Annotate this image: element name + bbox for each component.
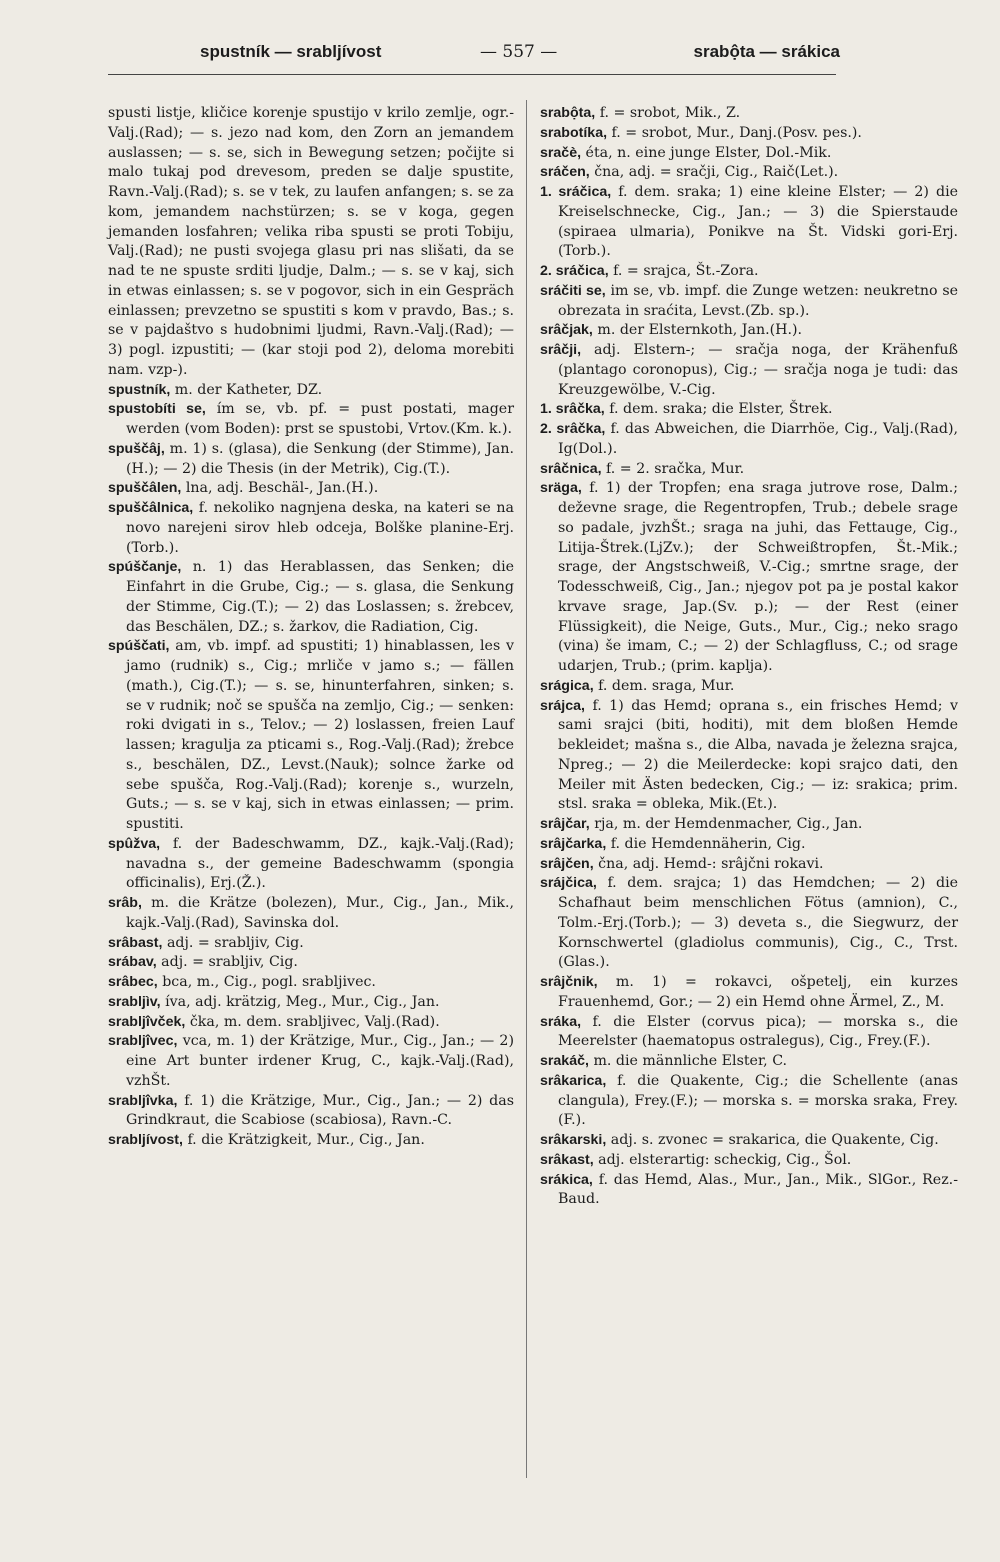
entry-headword: spuščâlnica, (108, 500, 194, 516)
dictionary-entry (108, 637, 514, 835)
dictionary-entry (108, 558, 514, 637)
dictionary-entry (540, 835, 958, 855)
entry-text: f. 1) die Krätzige, Mur., Cig., Jan.; — 2) das Grindkraut, die Scabiose (scabiosa), Ravn.-C. (126, 1092, 514, 1129)
entry-text: adj. elsterartig: scheckig, Cig., Šol. (598, 1151, 852, 1168)
dictionary-entry (540, 400, 958, 420)
entry-text: f. dem. sraka; 1) eine kleine Elster; — 2) die Kreiselschnecke, Cig., Jan.; — 3) die Spierstaude (spiraea ulmaria), Ponikve na Št. Vidski gori-Erj.(Torb.). (558, 184, 959, 260)
entry-headword: 1. sráčica, (540, 184, 612, 200)
dictionary-entry (108, 104, 514, 381)
entry-text: m. die Krätze (bolezen), Mur., Cig., Jan., Mik., kajk.-Valj.(Rad), Savinska dol. (126, 895, 514, 931)
entry-text: f. das Hemd, Alas., Mur., Jan., Mik., SlGor., Rez.-Baud. (558, 1171, 958, 1208)
entry-headword: sračè, (540, 144, 582, 161)
dictionary-entry (540, 163, 958, 183)
entry-text: éta, n. eine junge Elster, Dol.-Mik. (585, 144, 832, 161)
dictionary-entry (540, 104, 958, 124)
entry-headword: srâčnica, (540, 460, 602, 477)
entry-headword: sräga, (540, 480, 582, 497)
entry-text: f. dem. sraga, Mur. (598, 677, 735, 694)
dictionary-entry (108, 973, 514, 993)
entry-text: lna, adj. Beschäl-, Jan.(H.). (185, 480, 379, 497)
entry-headword: srâbec, (108, 974, 158, 990)
entry-headword: srágica, (540, 677, 594, 694)
entry-text: rja, m. der Hemdenmacher, Cig., Jan. (594, 816, 863, 832)
entry-text: f. dem. sraka; die Elster, Štrek. (609, 401, 833, 418)
dictionary-entry (540, 874, 958, 973)
entry-text: vca, m. 1) der Krätzige, Mur., Cig., Jan.; — 2) eine Art bunter irdener Krug, C., kajk.-Valj.(Rad), vzhŠt. (126, 1033, 514, 1089)
entry-headword: srâb, (108, 895, 142, 911)
running-head-right: srabộta — srákica (693, 42, 840, 61)
dictionary-entry (108, 440, 514, 480)
entry-headword: spúščanje, (108, 559, 182, 576)
entry-headword: srâjčnik, (540, 974, 598, 990)
entry-headword: spuščâlen, (108, 480, 182, 497)
right-column (540, 104, 958, 1210)
entry-headword: sráčiti se, (540, 282, 606, 299)
entry-text: f. 1) das Hemd; oprana s., ein frisches Hemd; v sami srajci (biti, hoditi), mit dem bloßen Hemde bekleidet; mašna s., die Alba, navada je železna srajca, Npreg.; — 2) die Meilerdecke: kopi srajco dati, den Meiler mit Ästen bedecken, Cig.; — iz: srakica; prim. stsl. sraka = obleka, Mik.(Et.). (558, 697, 958, 813)
entry-text: f. der Badeschwamm, DZ., kajk.-Valj.(Rad); navadna s., der gemeine Badeschwamm (spongia officinalis), Erj.(Ž.). (126, 835, 514, 892)
dictionary-entry (108, 1092, 514, 1132)
entry-text: čna, adj. = sračji, Cig., Raič(Let.). (594, 164, 839, 181)
entry-headword: 2. sráčica, (540, 263, 609, 279)
dictionary-entry (108, 894, 514, 934)
header-rule (108, 74, 836, 75)
dictionary-entry (540, 262, 958, 282)
dictionary-entry (540, 321, 958, 341)
dictionary-entry (540, 855, 958, 875)
dictionary-entry (540, 479, 958, 677)
entry-text: f. dem. srajca; 1) das Hemdchen; — 2) die Schafhaut beim menschlichen Fötus (amnion), C., Tolm.-Erj.(Torb.); — 3) deveta s., die Siegwurz, der Kornschwertel (gladiolus communis), Cig., C., Trst.(Glas.). (558, 875, 958, 971)
entry-text: f. die Krätzigkeit, Mur., Cig., Jan. (187, 1132, 425, 1148)
dictionary-entry (540, 677, 958, 697)
entry-text: ím se, vb. pf. = pust postati, mager werden (vom Boden): prst se spustobi, Vrtov.(Km. k.). (126, 401, 514, 437)
entry-text: adj. = srabljiv, Cig. (166, 934, 304, 951)
entry-text: f. = srajca, Št.-Zora. (613, 263, 759, 279)
entry-headword: srábav, (108, 954, 157, 971)
entry-headword: 1. srâčka, (540, 401, 605, 418)
entry-headword: spûžva, (108, 835, 161, 852)
dictionary-entry (540, 341, 958, 400)
entry-headword: srâbast, (108, 934, 163, 951)
dictionary-entry (108, 499, 514, 558)
dictionary-entry (540, 697, 958, 816)
dictionary-entry (108, 934, 514, 954)
entry-text: im se, vb. impf. die Zunge wetzen: neukretno se obrezata in sraćita, Levst.(Zb. sp.). (558, 282, 958, 319)
left-column (108, 104, 514, 1151)
entry-text: n. 1) das Herablassen, das Senken; die Einfahrt in die Grube, Cig.; — s. glasa, die Senkung der Stimme, Cig.(T.); — 2) das Loslassen; s. žrebcev, das Beschälen, DZ.; s. žarkov, die Radiation, Cig. (126, 559, 514, 635)
entry-text: f. die Hemdennäherin, Cig. (610, 835, 806, 852)
entry-text: íva, adj. krätzig, Meg., Mur., Cig., Jan. (165, 993, 440, 1010)
entry-text: f. 1) der Tropfen; ena sraga jutrove rose, Dalm.; deževne srage, die Regentropfen, Trub.; debele srage so padale, jvzhŠt.; sraga na juhi, das Fettauge, Cig., Litija-Štrek.(LjZv.); der Schweißtropfen, Št.-Mik.; srage, der Angstschweiß, V.-Cig.; smrtne srage, der Todesschweiß, Cig., Jan.; njegov pot pa je postal kakor krvave srage, Jap.(Sv. p.); — der Rest (einer Flüssigkeit), die Neige, Guts., Mur., Cig.; neko srago (vina) še imam, C.; — 2) der Schlagfluss, C.; od srage udarjen, Trub.; (prim. kaplja). (558, 480, 958, 674)
entry-headword: srâkarica, (540, 1072, 607, 1089)
dictionary-entry (108, 835, 514, 894)
entry-headword: srâkarski, (540, 1132, 607, 1148)
running-head (200, 42, 840, 66)
running-head-left: spustník — srabljívost (200, 42, 382, 61)
entry-text: am, vb. impf. ad spustiti; 1) hinablassen, les v jamo (rudnik) s., Cig.; mrliče v jamo s.; — fällen (math.), Cig.(T.); — s. se, hinunterfahren, sinken; s. se v rudnik; noč se spušča na zemljo, Cig.; — senken: roki dvigati in s., Telov.; — 2) loslassen, freien Lauf lassen; kragulja za pticami s., Rog.-Valj.(Rad); žrebce s., beschälen, DZ., Levst.(Nauk); solnce žarke od sebe spušča, Rog.-Valj.(Rad); korenje s., wurzeln, Guts.; — s. se v kaj, sich in etwas einlassen; — prim. spustiti. (126, 638, 514, 832)
dictionary-entry (540, 183, 958, 262)
dictionary-entry (540, 460, 958, 480)
entry-text: f. das Abweichen, die Diarrhöe, Cig., Valj.(Rad), Ig(Dol.). (558, 421, 958, 457)
entry-headword: srâjčarka, (540, 835, 607, 852)
entry-headword: srájčica, (540, 875, 597, 892)
entry-headword: srabotíka, (540, 124, 608, 141)
entry-headword: srájca, (540, 697, 585, 714)
entry-headword: srabljîvec, (108, 1033, 178, 1050)
entry-text: f. = srobot, Mik., Z. (599, 105, 741, 121)
dictionary-entry (540, 282, 958, 322)
entry-text: f. = srobot, Mur., Danj.(Posv. pes.). (611, 124, 862, 141)
entry-headword: srâjčen, (540, 855, 594, 872)
entry-headword: srakáč, (540, 1053, 589, 1069)
dictionary-entry (540, 1013, 958, 1053)
entry-headword: srákica, (540, 1171, 593, 1188)
entry-headword: srabljìv, (108, 993, 161, 1010)
dictionary-entry (540, 1052, 958, 1072)
entry-headword: srabljîvka, (108, 1092, 178, 1109)
dictionary-entry (540, 973, 958, 1013)
entry-headword: srâčjak, (540, 322, 593, 339)
entry-text: m. der Katheter, DZ. (174, 381, 323, 398)
dictionary-entry (540, 1072, 958, 1131)
entry-text: f. die Quakente, Cig.; die Schellente (anas clangula), Frey.(F.); — morska s. = morska sraka, Frey.(F.). (558, 1072, 958, 1129)
dictionary-entry (540, 1131, 958, 1151)
entry-text: m. 1) = rokavci, ošpetelj, ein kurzes Frauenhemd, Gor.; — 2) ein Hemd ohne Ärmel, Z., M. (558, 974, 958, 1010)
entry-headword: spustobíti se, (108, 401, 206, 418)
entry-text: m. die männliche Elster, C. (593, 1053, 788, 1069)
entry-headword: spustník, (108, 381, 171, 398)
entry-headword: spuščâj, (108, 440, 165, 457)
entry-headword: spúščati, (108, 638, 170, 655)
entry-text: čna, adj. Hemd-: srâjčni rokavi. (598, 855, 824, 872)
entry-headword: sráčen, (540, 164, 590, 181)
entry-headword: srâčji, (540, 342, 582, 358)
entry-headword: 2. srâčka, (540, 421, 606, 437)
entry-text: f. die Elster (corvus pica); — morska s., die Meerelster (haematopus ostralegus), Cig., Frey.(F.). (558, 1013, 958, 1050)
entry-headword: srâjčar, (540, 816, 590, 832)
entry-text: čka, m. dem. srabljivec, Valj.(Rad). (189, 1013, 440, 1030)
dictionary-entry (540, 815, 958, 835)
dictionary-entry (108, 479, 514, 499)
dictionary-entry (540, 144, 958, 164)
entry-text: m. 1) s. (glasa), die Senkung (der Stimme), Jan.(H.); — 2) die Thesis (in der Metrik), Cig.(T.). (126, 440, 514, 477)
dictionary-entry (540, 124, 958, 144)
dictionary-entry (540, 1151, 958, 1171)
entry-text: m. der Elsternkoth, Jan.(H.). (597, 322, 803, 339)
entry-headword: srâkast, (540, 1151, 594, 1168)
dictionary-entry (108, 953, 514, 973)
dictionary-entry (540, 1171, 958, 1211)
page-number: — 557 — (480, 42, 558, 62)
entry-text: spusti listje, kličice korenje spustijo v krilo zemlje, ogr.-Valj.(Rad); — s. jezo nad kom, den Zorn an jemandem auslassen; — s. se, sich in Bewegung setzen; počijte si malo tukaj pod drevesom, preden se dalje spustite, Ravn.-Valj.(Rad); s. se v tek, zu laufen anfangen; s. se za kom, jemandem nachstürzen; s. se v koga, gegen jemanden losfahren; velika riba spusti se proti Tobiju, Valj.(Rad); ne pusti svojega glasu pri nas slišati, da se nad te ne spuste srditi ljudje, Dalm.; — s. se v kaj, sich in etwas einlassen; s. se v pogovor, sich in ein Gespräch einlassen; prevzetno se spustiti s kom v pravdo, Bas.; s. se v pajdaštvo s hudobnimi ljudmi, Ravn.-Valj.(Rad); — 3) pogl. izpustiti; — (kar stoji pod 2), deloma morebiti nam. vzp-). (108, 105, 514, 378)
dictionary-entry (108, 1131, 514, 1151)
entry-text: adj. = srabljiv, Cig. (161, 954, 298, 971)
dictionary-entry (108, 993, 514, 1013)
entry-headword: srabljívost, (108, 1132, 183, 1148)
dictionary-entry (108, 400, 514, 440)
dictionary-entry (540, 420, 958, 460)
entry-text: f. nekoliko nagnjena deska, na kateri se na novo narejeni sirov hleb odceja, Bolške planine-Erj.(Torb.). (126, 500, 514, 556)
column-divider (526, 100, 527, 1478)
dictionary-entry (108, 1032, 514, 1091)
dictionary-entry (108, 381, 514, 401)
dictionary-entry (108, 1013, 514, 1033)
entry-headword: sráka, (540, 1013, 582, 1030)
entry-headword: srabljîvček, (108, 1013, 186, 1030)
entry-text: adj. s. zvonec = srakarica, die Quakente, Cig. (610, 1132, 939, 1148)
entry-text: bca, m., Cig., pogl. srabljivec. (162, 974, 376, 990)
entry-text: f. = 2. sračka, Mur. (606, 460, 745, 477)
entry-headword: srabộta, (540, 105, 596, 121)
entry-text: adj. Elstern-; — sračja noga, der Krähenfuß (plantago coronopus), Cig.; — sračja noga je tudi: das Kreuzgewölbe, V.-Cig. (558, 342, 958, 398)
